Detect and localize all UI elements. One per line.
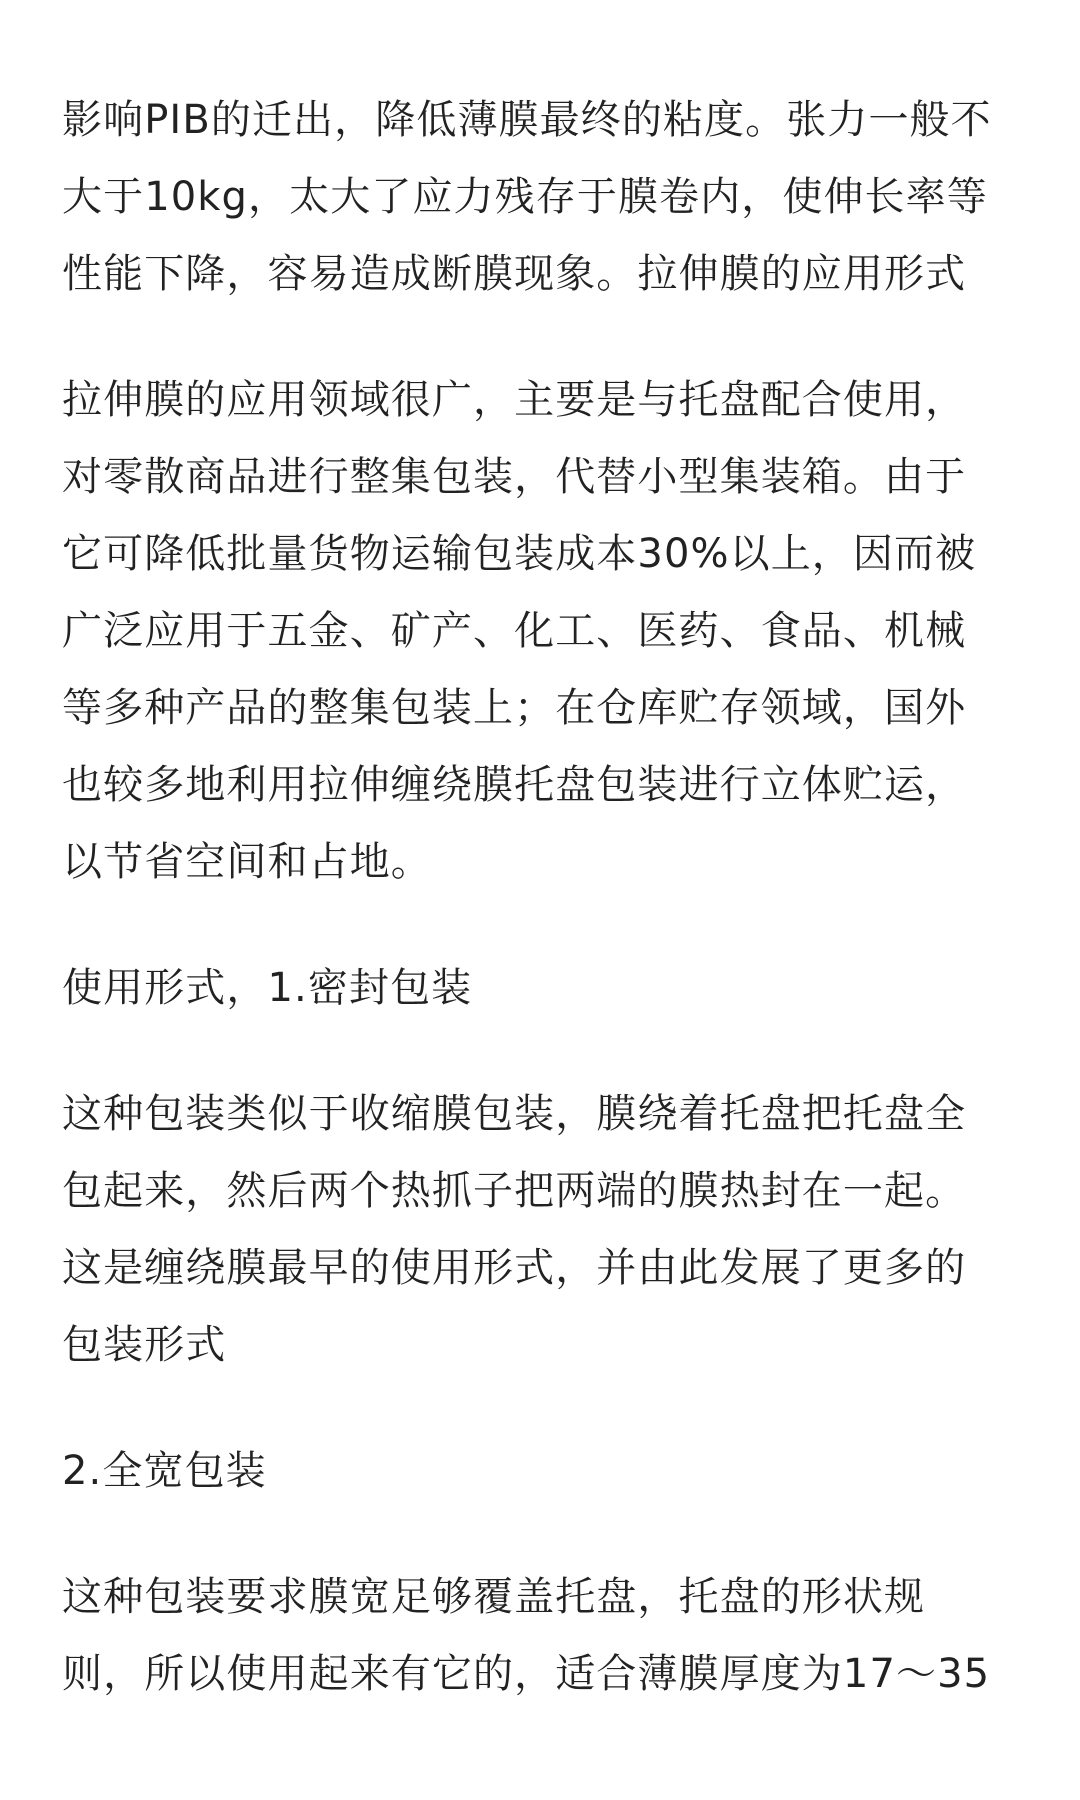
text-line: 对零散商品进行整集包装，代替小型集装箱。由于 — [62, 454, 967, 500]
text-line: 包装形式 — [62, 1322, 227, 1368]
paragraph-application-fields — [62, 362, 1022, 901]
text-line: 这种包装要求膜宽足够覆盖托盘，托盘的形状规 — [62, 1574, 926, 1620]
section-heading-sealed-packaging — [62, 950, 1022, 1027]
text-line: 则，所以使用起来有它的，适合薄膜厚度为17～35 — [62, 1651, 991, 1697]
text-line: 广泛应用于五金、矿产、化工、医药、食品、机械 — [62, 608, 967, 654]
text-line: 2.全宽包装 — [62, 1448, 267, 1494]
paragraph-tension — [62, 82, 1022, 313]
text-line: 大于10kg，太大了应力残存于膜卷内，使伸长率等 — [62, 174, 988, 220]
text-line: 等多种产品的整集包装上；在仓库贮存领域，国外 — [62, 685, 967, 731]
text-line: 性能下降，容易造成断膜现象。拉伸膜的应用形式 — [62, 251, 967, 297]
text-line: 以节省空间和占地。 — [62, 839, 432, 885]
paragraph-full-width-packaging — [62, 1559, 1022, 1713]
text-line: 包起来，然后两个热抓子把两端的膜热封在一起。 — [62, 1168, 967, 1214]
text-line: 这是缠绕膜最早的使用形式，并由此发展了更多的 — [62, 1245, 967, 1291]
paragraph-sealed-packaging — [62, 1076, 1022, 1384]
text-line: 影响PIB的迁出，降低薄膜最终的粘度。张力一般不 — [62, 97, 992, 143]
text-line: 拉伸膜的应用领域很广，主要是与托盘配合使用， — [62, 377, 967, 423]
text-line: 它可降低批量货物运输包装成本30%以上，因而被 — [62, 531, 977, 577]
section-heading-full-width-packaging — [62, 1433, 1022, 1510]
article-body — [62, 82, 1022, 1762]
text-line: 也较多地利用拉伸缠绕膜托盘包装进行立体贮运， — [62, 762, 967, 808]
text-line: 使用形式，1.密封包装 — [62, 965, 473, 1011]
text-line: 这种包装类似于收缩膜包装，膜绕着托盘把托盘全 — [62, 1091, 967, 1137]
